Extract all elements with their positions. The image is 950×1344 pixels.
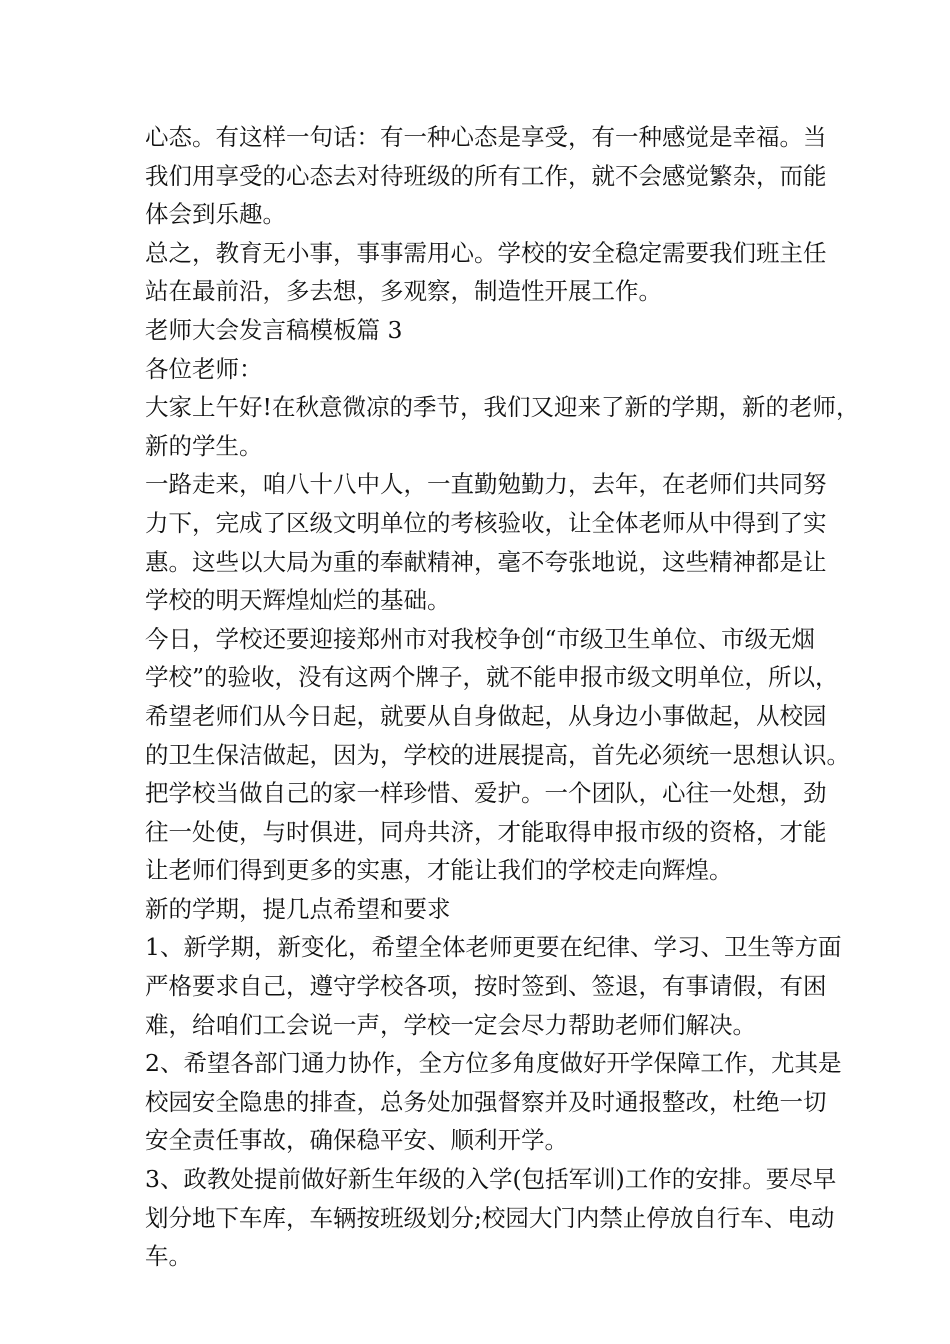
text-line: 的卫生保洁做起，因为，学校的进展提高，首先必须统一思想认识。 xyxy=(145,740,850,769)
text-line: 大家上午好!在秋意微凉的季节，我们又迎来了新的学期，新的老师， xyxy=(145,393,860,422)
text-line: 我们用享受的心态去对待班级的所有工作，就不会感觉繁杂，而能 xyxy=(145,161,827,190)
document-body xyxy=(145,118,860,1276)
text-line: 希望老师们从今日起，就要从自身做起，从身边小事做起，从校园 xyxy=(145,701,827,730)
text-line: 往一处使，与时俱进，同舟共济，才能取得申报市级的资格，才能 xyxy=(145,817,827,846)
text-line: 惠。这些以大局为重的奉献精神，毫不夸张地说，这些精神都是让 xyxy=(145,547,827,576)
list-item: 2、希望各部门通力协作，全方位多角度做好开学保障工作，尤其是 xyxy=(145,1049,842,1078)
text-line: 站在最前沿，多去想，多观察，制造性开展工作。 xyxy=(145,277,662,306)
list-item: 1、新学期，新变化，希望全体老师更要在纪律、学习、卫生等方面 xyxy=(145,933,842,962)
text-line: 划分地下车库，车辆按班级划分;校园大门内禁止停放自行车、电动 xyxy=(145,1203,835,1232)
text-line: 学校的明天辉煌灿烂的基础。 xyxy=(145,586,451,615)
salutation: 各位老师： xyxy=(145,354,263,383)
text-line: 力下，完成了区级文明单位的考核验收，让全体老师从中得到了实 xyxy=(145,508,827,537)
text-line: 难，给咱们工会说一声，学校一定会尽力帮助老师们解决。 xyxy=(145,1010,756,1039)
text-line: 一路走来，咱八十八中人，一直勤勉勤力，去年，在老师们共同努 xyxy=(145,470,827,499)
text-line: 体会到乐趣。 xyxy=(145,200,286,229)
list-heading: 新的学期，提几点希望和要求 xyxy=(145,894,451,923)
text-line: 总之，教育无小事，事事需用心。学校的安全稳定需要我们班主任 xyxy=(145,238,827,267)
text-line: 今日，学校还要迎接郑州市对我校争创“市级卫生单位、市级无烟 xyxy=(145,624,816,653)
text-line: 校园安全隐患的排查，总务处加强督察并及时通报整改，杜绝一切 xyxy=(145,1087,827,1116)
text-line: 心态。有这样一句话：有一种心态是享受，有一种感觉是幸福。当 xyxy=(145,123,827,151)
text-line: 把学校当做自己的家一样珍惜、爱护。一个团队，心往一处想，劲 xyxy=(145,779,827,808)
text-line: 让老师们得到更多的实惠，才能让我们的学校走向辉煌。 xyxy=(145,856,733,885)
text-line: 新的学生。 xyxy=(145,431,263,460)
text-line: 车。 xyxy=(145,1242,192,1271)
text-line: 学校”的验收，没有这两个牌子，就不能申报市级文明单位，所以， xyxy=(145,663,839,692)
text-line: 安全责任事故，确保稳平安、顺利开学。 xyxy=(145,1126,568,1155)
section-heading: 老师大会发言稿模板篇 3 xyxy=(145,315,403,344)
list-item: 3、政教处提前做好新生年级的入学(包括军训)工作的安排。要尽早 xyxy=(145,1165,837,1194)
text-line: 严格要求自己，遵守学校各项，按时签到、签退，有事请假，有困 xyxy=(145,972,827,1001)
